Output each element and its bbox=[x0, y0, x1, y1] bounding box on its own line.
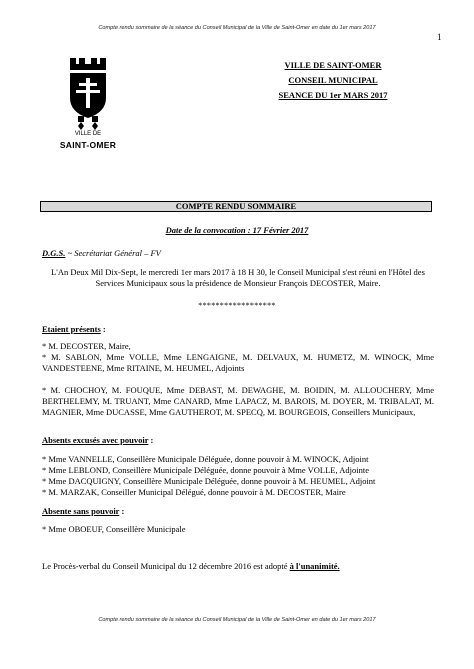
list-item: * Mme DACQUIGNY, Conseillère Municipale Déléguée, donne pouvoir à M. HEUMEL, Adjoint bbox=[42, 476, 376, 486]
council-block bbox=[258, 58, 408, 103]
present-councillors: * M. CHOCHOY, M. FOUQUE, Mme DEBAST, M. DEWAGHE, M. BOIDIN, M. ALLOUCHERY, Mme BERTHELEMY, M. TRUANT, Mme CANARD, Mme LAPACZ, M. BAROIS, M. DOYER, M. TRIBALAT, M. MAGNIER, Mme DUCASSE, Mme GAUTHEROT, M. SPECQ, M. BOURGEOIS, Conseillers Municipaux, bbox=[42, 385, 434, 417]
present-heading-line bbox=[42, 324, 434, 335]
dgs-text: ~ Secrétariat Général – FV bbox=[65, 248, 161, 258]
dgs-label: D.G.S. bbox=[42, 248, 66, 258]
running-footer: Compte rendu sommaire de la séance du Conseil Municipal de la Ville de Saint-Omer en date du 1er mars 2017 bbox=[98, 617, 376, 623]
adoption-emphasis: à l'unanimité. bbox=[289, 561, 340, 571]
present-mayor: * M. DECOSTER, Maire, bbox=[42, 341, 131, 351]
excused-heading: Absents excusés avec pouvoir bbox=[42, 435, 149, 445]
present-heading-colon: : bbox=[100, 324, 106, 334]
logo-ville-text: VILLE DE bbox=[74, 131, 102, 137]
excused-heading-colon: : bbox=[148, 435, 154, 445]
city-logo bbox=[52, 56, 124, 156]
logo-city-name: SAINT-OMER bbox=[59, 140, 117, 150]
running-header: Compte rendu sommaire de la séance du Conseil Municipal de la Ville de Saint-Omer en date du 1er mars 2017 bbox=[98, 25, 376, 31]
intro-paragraph: L'An Deux Mil Dix-Sept, le mercredi 1er mars 2017 à 18 H 30, le Conseil Municipal s'est réuni en l'Hôtel des Services Municipaux sous la présidence de Monsieur François DECOSTER, Maire. bbox=[51, 267, 425, 288]
present-adjoints: * M. SABLON, Mme VOLLE, Mme LENGAIGNE, M. DELVAUX, M. HUMETZ, M. WINOCK, Mme VANDESTEENE, Mme RITAINE, M. HEUMEL, Adjoints bbox=[42, 352, 434, 373]
list-item: * M. MARZAK, Conseiller Municipal Délégué, donne pouvoir à M. DECOSTER, Maire bbox=[42, 487, 346, 497]
separator-stars: ****************** bbox=[198, 301, 276, 310]
excused-list bbox=[42, 454, 434, 498]
council-session: SEANCE DU 1er MARS 2017 bbox=[278, 90, 388, 100]
absent-heading-line bbox=[42, 506, 434, 517]
council-name: CONSEIL MUNICIPAL bbox=[288, 75, 378, 85]
list-item: * Mme LEBLOND, Conseillère Municipale Déléguée, donne pouvoir à Mme VOLLE, Adjointe bbox=[42, 465, 370, 475]
coat-of-arms-icon bbox=[52, 56, 124, 130]
adoption-line bbox=[42, 561, 340, 571]
document-title-banner: COMPTE RENDU SOMMAIRE bbox=[40, 201, 432, 212]
present-heading: Etaient présents bbox=[42, 324, 101, 334]
adoption-text: Le Procès-verbal du Conseil Municipal du 12 décembre 2016 est adopté bbox=[42, 561, 290, 571]
page-number: 1 bbox=[437, 32, 442, 42]
absent-heading-colon: : bbox=[119, 506, 125, 516]
absent-item: * Mme OBOEUF, Conseillère Municipale bbox=[42, 524, 186, 534]
dgs-line bbox=[42, 248, 161, 258]
absent-heading: Absente sans pouvoir bbox=[42, 506, 120, 516]
list-item: * Mme VANNELLE, Conseillère Municipale Déléguée, donne pouvoir à M. WINOCK, Adjoint bbox=[42, 454, 369, 464]
excused-heading-line bbox=[42, 435, 434, 446]
council-city: VILLE DE SAINT-OMER bbox=[284, 60, 382, 70]
convocation-date: Date de la convocation : 17 Février 2017 bbox=[165, 225, 309, 235]
